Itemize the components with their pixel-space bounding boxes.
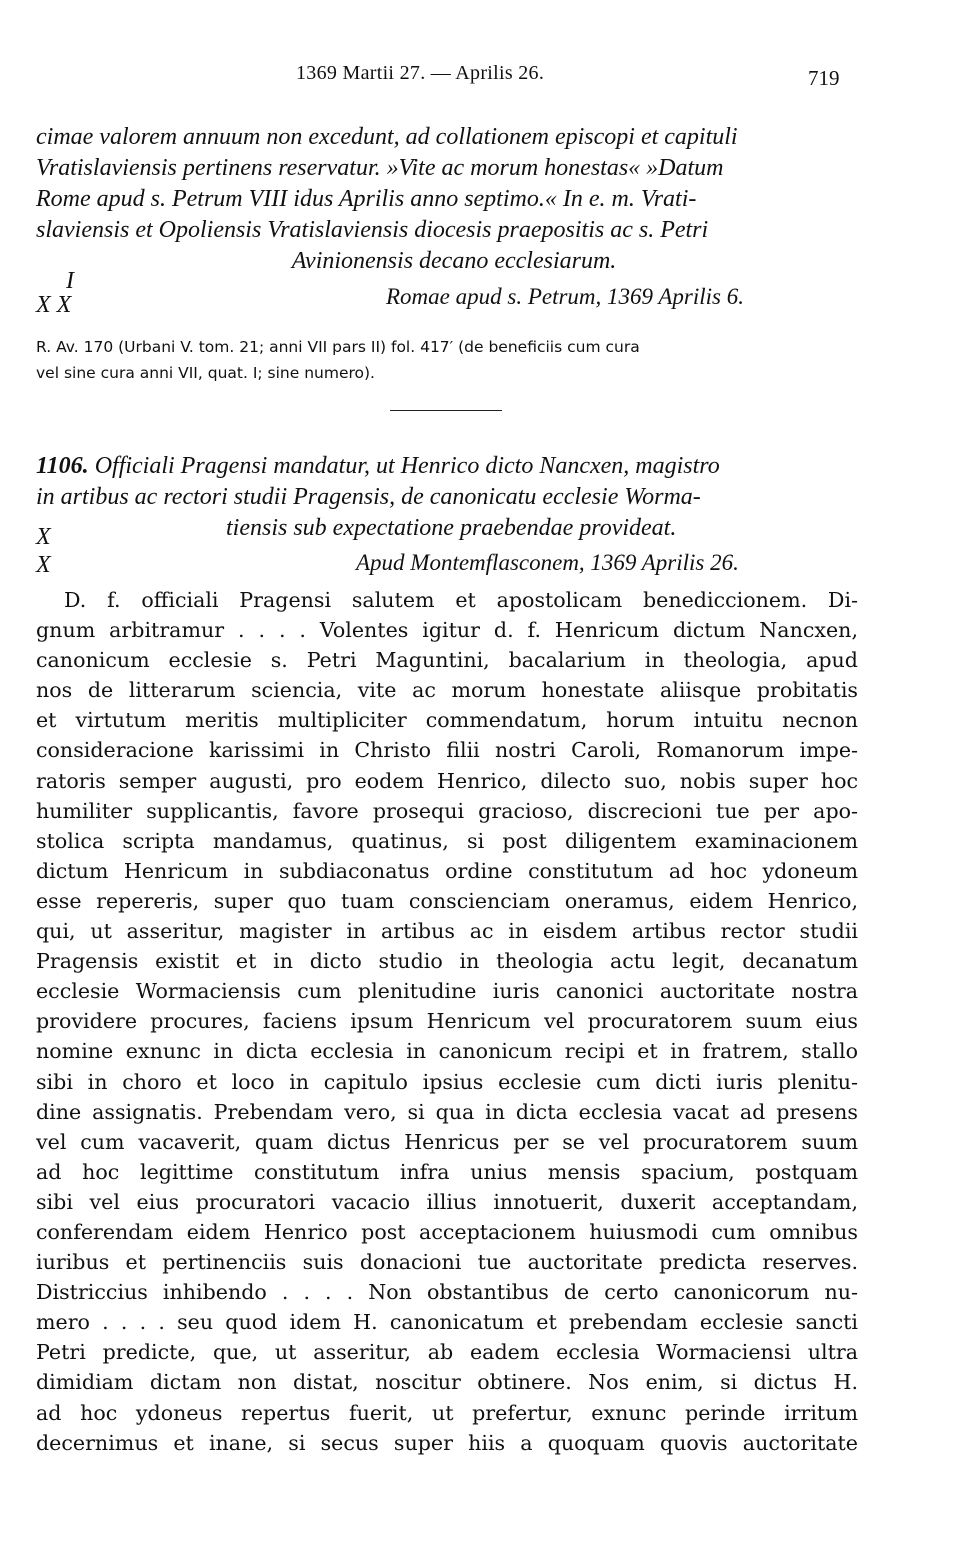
body-line: dine assignatis. Prebendam vero, si qua in dicta ecclesia vacat ad presens [36, 1099, 858, 1124]
body-line: Petri predicte, que, ut asseritur, ab eadem ecclesia Wormaciensi ultra [36, 1340, 858, 1365]
summary-line [36, 451, 872, 482]
entry-mark-bottom: X [36, 552, 51, 578]
body-line: D. f. officiali Pragensi salutem et apostolicam benediccionem. Di- [64, 588, 858, 612]
summary-line: tiensis sub expectatione praebendae provideat. [226, 515, 677, 541]
body-line: mero . . . . seu quod idem H. canonicatum et prebendam ecclesie sancti [36, 1310, 858, 1335]
body-line: esse repereris, super quo tuam conscienciam oneramus, eidem Henrico, [36, 888, 858, 913]
summary-line: slaviensis et Opoliensis Vratislaviensis diocesis praepositis ac s. Petri [36, 217, 709, 243]
summary-line: in artibus ac rectori studii Pragensis, de canonicatu ecclesie Worma- [36, 484, 701, 510]
summary-line: cimae valorem annuum non excedunt, ad collationem episcopi et capituli [36, 124, 738, 150]
section-divider [390, 410, 502, 411]
page-number: 719 [808, 66, 840, 90]
body-line: consideracione karissimi in Christo filii nostri Caroli, Romanorum impe- [36, 738, 858, 763]
body-line: dimidiam dictam non distat, noscitur obtinere. Nos enim, si dictus H. [36, 1370, 858, 1395]
body-line: qui, ut asseritur, magister in artibus ac in eisdem artibus rector studii [36, 919, 858, 944]
body-line: stolica scripta mandamus, quatinus, si post diligentem examinacionem [36, 828, 858, 853]
body-line: sibi vel eius procuratori vacacio illius innotuerit, duxerit acceptandam, [36, 1189, 858, 1214]
entry-number: 1106. [36, 453, 89, 479]
body-line: et virtutum meritis multipliciter commendatum, horum intuitu necnon [36, 708, 858, 733]
source-line: vel sine cura anni VII, quat. I; sine numero). [36, 364, 375, 382]
prev-entry-source [36, 334, 866, 386]
body-line: gnum arbitramur . . . . Volentes igitur d. f. Henricum dictum Nancxen, [36, 618, 858, 643]
body-line: nos de litterarum sciencia, vite ac morum honestate aliisque probitatis [36, 678, 858, 703]
body-line: nomine exnunc in dicta ecclesia in canonicum recipi et in fratrem, stallo [36, 1039, 858, 1064]
entry-summary [36, 451, 872, 544]
entry-mark-top: X [36, 524, 51, 550]
prev-entry-summary [36, 122, 872, 277]
body-line: ecclesie Wormaciensis cum plenitudine iuris canonici auctoritate nostra [36, 979, 858, 1004]
prev-entry-mark-bottom: X X [36, 292, 72, 318]
body-line: iuribus et pertinenciis suis donacioni tue auctoritate predicta reserves. [36, 1250, 858, 1275]
body-line: vel cum vacaverit, quam dictus Henricus per se vel procuratorem suum [36, 1129, 858, 1154]
summary-line: Rome apud s. Petrum VIII idus Aprilis anno septimo.« In e. m. Vrati- [36, 186, 697, 212]
body-line: dictum Henricum in subdiaconatus ordine constitutum ad hoc ydoneum [36, 858, 858, 883]
body-line: Pragensis existit et in dicto studio in theologia actu legit, decanatum [36, 949, 858, 974]
summary-line: Vratislaviensis pertinens reservatur. »Vite ac morum honestas« »Datum [36, 155, 724, 181]
body-line: ratoris semper augusti, pro eodem Henrico, dilecto suo, nobis super hoc [36, 768, 858, 793]
running-head-title: 1369 Martii 27. — Aprilis 26. [296, 62, 545, 84]
body-line: sibi in choro et loco in capitulo ipsius ecclesie cum dicti iuris plenitu- [36, 1069, 858, 1094]
entry-dateline: Apud Montemflasconem, 1369 Aprilis 26. [356, 550, 739, 575]
summary-line: Avinionensis decano ecclesiarum. [291, 248, 617, 274]
body-line: decernimus et inane, si secus super hiis a quoquam quovis auctoritate [36, 1430, 858, 1455]
body-line: ad hoc ydoneus repertus fuerit, ut prefertur, exnunc perinde irritum [36, 1400, 858, 1425]
body-line: Districcius inhibendo . . . . Non obstantibus de certo canonicorum nu- [36, 1280, 858, 1305]
body-line: conferendam eidem Henrico post acceptacionem huiusmodi cum omnibus [36, 1219, 858, 1244]
body-line: providere procures, faciens ipsum Henricum vel procuratorem suum eius [36, 1009, 858, 1034]
body-line: ad hoc legittime constitutum infra unius mensis spacium, postquam [36, 1159, 858, 1184]
source-line: R. Av. 170 (Urbani V. tom. 21; anni VII pars II) fol. 417′ (de beneficiis cum cura [36, 338, 640, 356]
entry-body [36, 585, 858, 1458]
summary-first-line: Officiali Pragensi mandatur, ut Henrico dicto Nancxen, magistro [94, 453, 720, 479]
body-line: canonicum ecclesie s. Petri Maguntini, bacalarium in theologia, apud [36, 648, 858, 673]
prev-entry-mark-top: I [66, 268, 74, 294]
prev-entry-dateline: Romae apud s. Petrum, 1369 Aprilis 6. [386, 284, 744, 309]
body-line: humiliter supplicantis, favore prosequi gracioso, discrecioni tue per apo- [36, 798, 858, 823]
